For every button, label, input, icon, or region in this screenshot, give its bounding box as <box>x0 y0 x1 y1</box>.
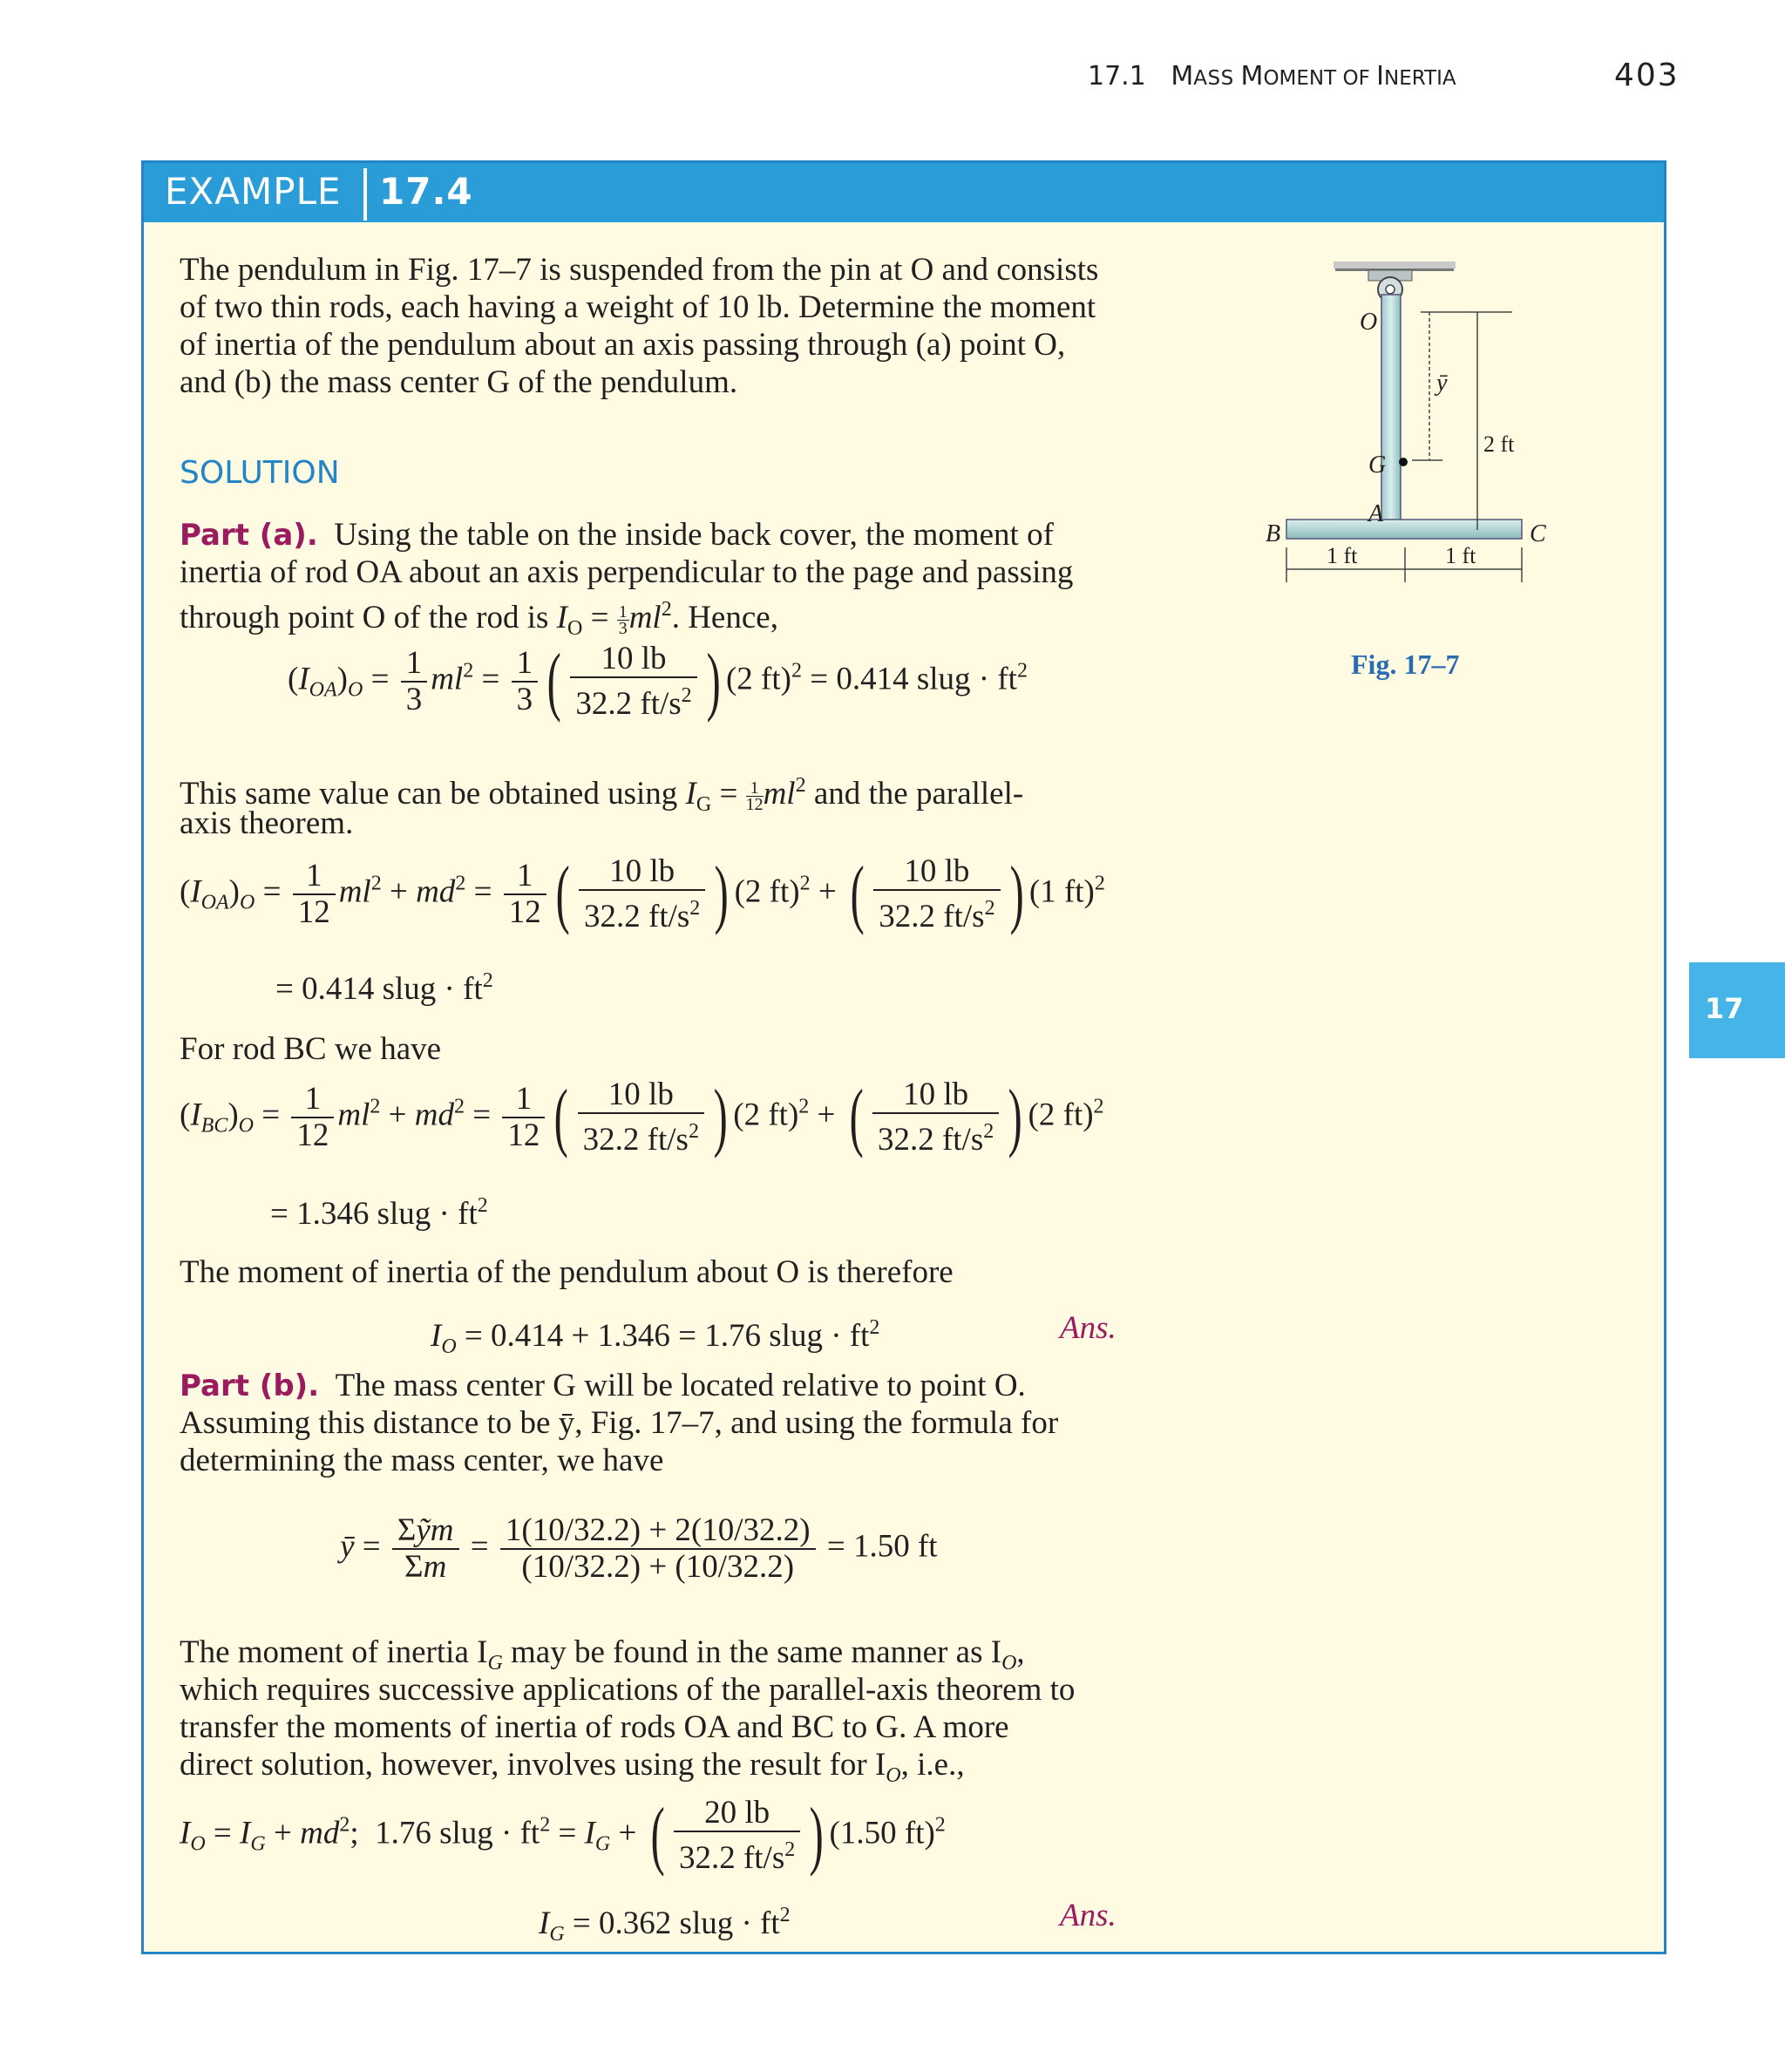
example-number: 17.4 <box>379 170 473 213</box>
same-value-line-1: This same value can be obtained using $I_G$ = $\frac{1}{12}$ $ml^2$ and the parallel- <box>180 774 1024 816</box>
problem-line-3: of inertia of the pendulum about an axis passing through (a) point O, <box>180 327 1066 363</box>
pendulum-figure <box>1255 251 1551 635</box>
equation-ioa-2-result: = 0.414 slug · $ft^2$ <box>275 969 493 1007</box>
moment-line-1: The moment of inertia $I_G$ may be found in the same manner as $I_O$, <box>180 1634 1025 1675</box>
label-g: G <box>1368 452 1387 479</box>
example-title-bar <box>144 163 1664 222</box>
running-header-section: 17.1 MASS MOMENT OF INERTIA <box>1088 61 1456 92</box>
chapter-tab <box>1689 962 1785 1058</box>
problem-line-1: The pendulum in Fig. 17–7 is suspended from the pin at O and consists <box>180 252 1099 288</box>
label-ybar: ȳ <box>1436 370 1448 397</box>
ceiling-support <box>1334 262 1456 268</box>
answer-marker-a: Ans. <box>1060 1310 1116 1346</box>
moment-line-2: which requires successive applications of the parallel-axis theorem to <box>180 1672 1076 1708</box>
label-c: C <box>1530 520 1546 547</box>
for-rod-bc: For rod BC we have <box>180 1031 442 1067</box>
answer-marker-b: Ans. <box>1060 1898 1116 1933</box>
equation-parallel-axis: $I_O = I_G + md^2$; 1.76 slug · $ft^2 = I_G$ + ( $\frac{20 lb}{32.2 ft/s^2}$ ) (1.50 ft)$^2$ <box>180 1793 946 1878</box>
mass-center-dot <box>1399 458 1408 466</box>
figure-caption: Fig. 17–7 <box>1351 649 1460 680</box>
chapter-tab-number: 17 <box>1705 992 1744 1025</box>
equation-ioa-2: $(I_{OA})_O$ = $\frac{1}{12}$ $ml^2 + md^2$ = $\frac{1}{12}$ ( $\frac{10 lb}{32.2 ft/s^2}$ ) (2 ft)$^2$ + ( $\frac{10 lb}{32.2 ft/s^2}$ ) (1 ft)$^2$ <box>180 852 1105 936</box>
part-a-label: Part (a). <box>180 518 318 553</box>
problem-line-2: of two thin rods, each having a weight of 10 lb. Determine the moment <box>180 289 1096 325</box>
same-value-line-2: axis theorem. <box>180 805 354 841</box>
rod-bc <box>1286 520 1522 539</box>
label-o: O <box>1360 309 1378 336</box>
part-a-line-3: through point O of the rod is $I_O$ = $\frac{1}{3}$ $ml^2$. Hence, <box>180 598 778 640</box>
rod-oa <box>1381 295 1401 521</box>
label-1ft-right: 1 ft <box>1445 543 1476 568</box>
page-number: 403 <box>1614 58 1680 93</box>
solution-heading: SOLUTION <box>180 455 340 491</box>
moment-line-3: transfer the moments of inertia of rods OA and BC to G. A more <box>180 1709 1009 1745</box>
label-a: A <box>1368 500 1384 527</box>
part-b-line-3: determining the mass center, we have <box>180 1443 664 1478</box>
label-b: B <box>1266 520 1281 547</box>
part-a-line-1: Part (a). Using the table on the inside back cover, the moment of <box>180 517 1054 553</box>
equation-ibc: $(I_{BC})_O$ = $\frac{1}{12}$ $ml^2 + md^2$ = $\frac{1}{12}$ ( $\frac{10 lb}{32.2 ft/s^2}$ ) (2 ft)$^2$ + ( $\frac{10 lb}{32.2 ft/s^2}$ ) (2 ft)$^2$ <box>180 1075 1104 1159</box>
equation-ibc-result: = 1.346 slug · $ft^2$ <box>270 1194 488 1232</box>
therefore-line: The moment of inertia of the pendulum about O is therefore <box>180 1254 954 1290</box>
label-2ft: 2 ft <box>1483 431 1515 457</box>
part-a-line-2: inertia of rod OA about an axis perpendicular to the page and passing <box>180 554 1074 590</box>
part-b-line-1: Part (b). The mass center G will be located relative to point O. <box>180 1368 1026 1403</box>
equation-ig-result: $I_G = 0.362$ slug · $ft^2$ <box>539 1904 791 1946</box>
moment-line-4: direct solution, however, involves using the result for $I_O$, i.e., <box>180 1747 965 1787</box>
label-1ft-left: 1 ft <box>1327 543 1358 568</box>
equation-ybar: ȳ = $\frac{\text{Σỹm}}{\Sigma m}$ = $\frac{1(10/32.2) + 2(10/32.2)}{(10/32.2) + (10/32.2)}$ = 1.50 ft <box>340 1512 938 1585</box>
equation-ioa-1: $(I_{OA})_O$ = $\frac{1}{3}$ $ml^2$ = $\frac{1}{3}$ ( $\frac{10 lb}{32.2 ft/s^2}$ ) (2 ft)$^2$ = 0.414 slug · $ft^2$ <box>288 639 1028 724</box>
part-b-label: Part (b). <box>180 1369 320 1403</box>
problem-line-4: and (b) the mass center G of the pendulum. <box>180 364 738 400</box>
part-b-line-2: Assuming this distance to be ȳ, Fig. 17–7, and using the formula for <box>180 1405 1059 1441</box>
section-number: 17.1 <box>1088 61 1146 92</box>
example-divider <box>363 168 367 221</box>
example-label: EXAMPLE <box>165 170 342 213</box>
equation-io-total: $I_O = 0.414 + 1.346 = 1.76$ slug · $ft^2$ <box>431 1316 880 1358</box>
